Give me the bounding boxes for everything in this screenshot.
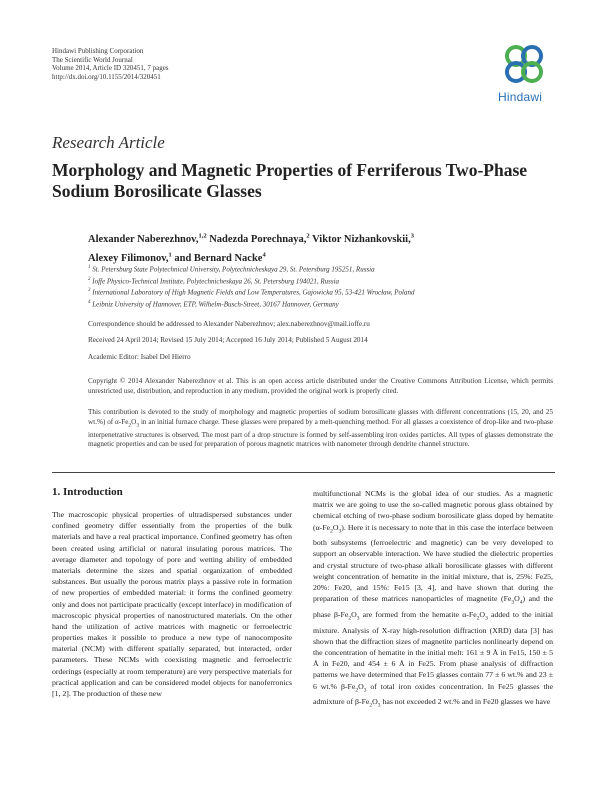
academic-editor: Academic Editor: Isabel Del Hierro [88,353,191,361]
author: Alexey Filimonov,$^1$ [88,251,172,264]
author: Nadezda Porechnaya,$^2$ [209,232,310,245]
left-column-text [52,509,292,699]
article-type: Research Article [52,133,165,152]
author-list [88,228,548,267]
paragraph: multifunctional NCMs is the global idea of our studies. As a magnetic matrix we are going to use the so-called magnetic porous glass obtained by chemical etching of two-phase sodium borosilicate glass doped by hematite $(\alpha-Fe_2O_3)$. Here it is necessary to note that in this case the interface between both subsystems (ferroelectric and magnetic) can be very developed to support an observable interaction. We have studied the dielectric properties and crystal structure of two-phase alkali borosilicate glasses with different weight concentration of hematite in the initial mixture, that is, 25%: Fe25, 20%: Fe20, and 15%: Fe15 [3, 4], and have shown that during the preparation of these matrices nanoparticles of magnetite $(Fe_3O_4)$ and the phase $\beta-Fe_2O_3$ are formed from the hematite $\alpha-Fe_2O_3$ added to the initial mixture. Analysis of X-ray high-resolution diffraction (XRD) data [3] has shown that the diffraction sizes of magnetite particles nonlinearly depend on the concentration of hematite in the initial melt: 161 ± 9 Å in Fe15, 150 ± 5 Å in Fe20, and 454 ± 6 Å in Fe25. From phase analysis of diffraction patterns we have determined that Fe15 glasses contain 77 ± 6 wt.% and 23 ± 6 wt.% $\beta-Fe_2O_3$ of total iron oxides concentration. In Fe25 glasses the admixture of $\beta-Fe_2O_3$ has not exceeded 2 wt.% and in Fe20 glasses we have [313,489,553,709]
affiliation-list [88,263,548,310]
author: Alexander Naberezhnov,$^{1,2}$ [88,232,207,245]
publication-dates: Received 24 April 2014; Revised 15 July 2014; Accepted 16 July 2014; Published 5 August 2014 [88,336,368,344]
section-heading: 1. Introduction [52,486,123,498]
affiliation: $^3$ International Laboratory of High Magnetic Fields and Low Temperatures, Gajowicka 95, 53-421 Wrocław, Poland [88,288,415,297]
publisher-name: Hindawi Publishing Corporation [52,47,144,55]
copyright-notice: Copyright © 2014 Alexander Naberezhnov et al. This is an open access article distributed under the Creative Commons Attribution License, which permits unrestricted use, distribution, and reproduction in any medium, provided the original work is properly cited. [88,377,553,395]
author: Viktor Nizhankovskii,$^3$ [312,232,414,245]
abstract: This contribution is devoted to the study of morphology and magnetic properties of sodium borosilicate glasses with different concentrations (15, 20, and 25 wt.%) of $\alpha-Fe_2O_3$ in an initial furnace charge. These glasses were prepared by a melt-quenching method. For all glasses a coexistence of drop-like and two-phase interpenetrative structures is observed. The most part of a drop structure is formed by self-assembling iron oxides particles. All types of glasses demonstrate the magnetic properties and can be used for preparation of porous magnetic matrices with nanometer through dendrite channel structure. [88,408,553,449]
affiliation: $^2$ Ioffe Physico-Technical Institute, Polytechnicheskaya 26, St. Petersburg 194021, Russia [88,276,340,285]
correspondence-note: Correspondence should be addressed to Alexander Naberezhnov; alex.naberezhnov@mail.ioffe.ru [88,320,370,328]
journal-header [52,47,169,81]
article-title: Morphology and Magnetic Properties of Ferriferous Two-Phase Sodium Borosilicate Glasses [52,160,528,201]
paragraph: The macroscopic physical properties of ultradispersed substances under confined geometry differ essentially from the properties of the bulk materials and have a real practical importance. Confined geometry has often been created using artificial or natural insulating porous matrices. The average diameter and topology of pore and wetting ability of embedded materials determine the sizes and spatial organization of embedded substances. But usually the porous matrix plays a passive role in formation of new properties of embedded material: it forms the confined geometry only and does not participate practically (except interface) in modification of macroscopic physical properties of nanostructured materials. On the other hand the utilization of active matrices with magnetic or ferroelectric properties makes it possible to produce a new type of nanocomposite material (NCM) with different spatially separated, but interacted, order parameters. These NCMs with coexisting magnetic and ferroelectric orderings (especially at room temperature) are very perspective materials for practical application and can be considered model objects for nanoferronics [1, 2]. The production of these new [52,510,292,698]
author: and Bernard Nacke$^4$ [174,251,266,264]
journal-name: The Scientific World Journal [52,55,133,64]
affiliation: $^1$ St. Petersburg State Polytechnical University, Polytechnicheskaya 29, St. Petersburg 195251, Russia [88,265,375,274]
hindawi-logo-text: Hindawi [498,90,543,104]
volume-info: Volume 2014, Article ID 320451, 7 pages [52,64,169,72]
doi-link[interactable]: http://dx.doi.org/10.1155/2014/320451 [52,72,161,81]
affiliation: $^4$ Leibniz University of Hannover, ETP, Wilhelm-Busch-Street, 30167 Hannover, Germany [88,299,339,309]
right-column-text [313,488,553,712]
section-divider [52,472,555,473]
